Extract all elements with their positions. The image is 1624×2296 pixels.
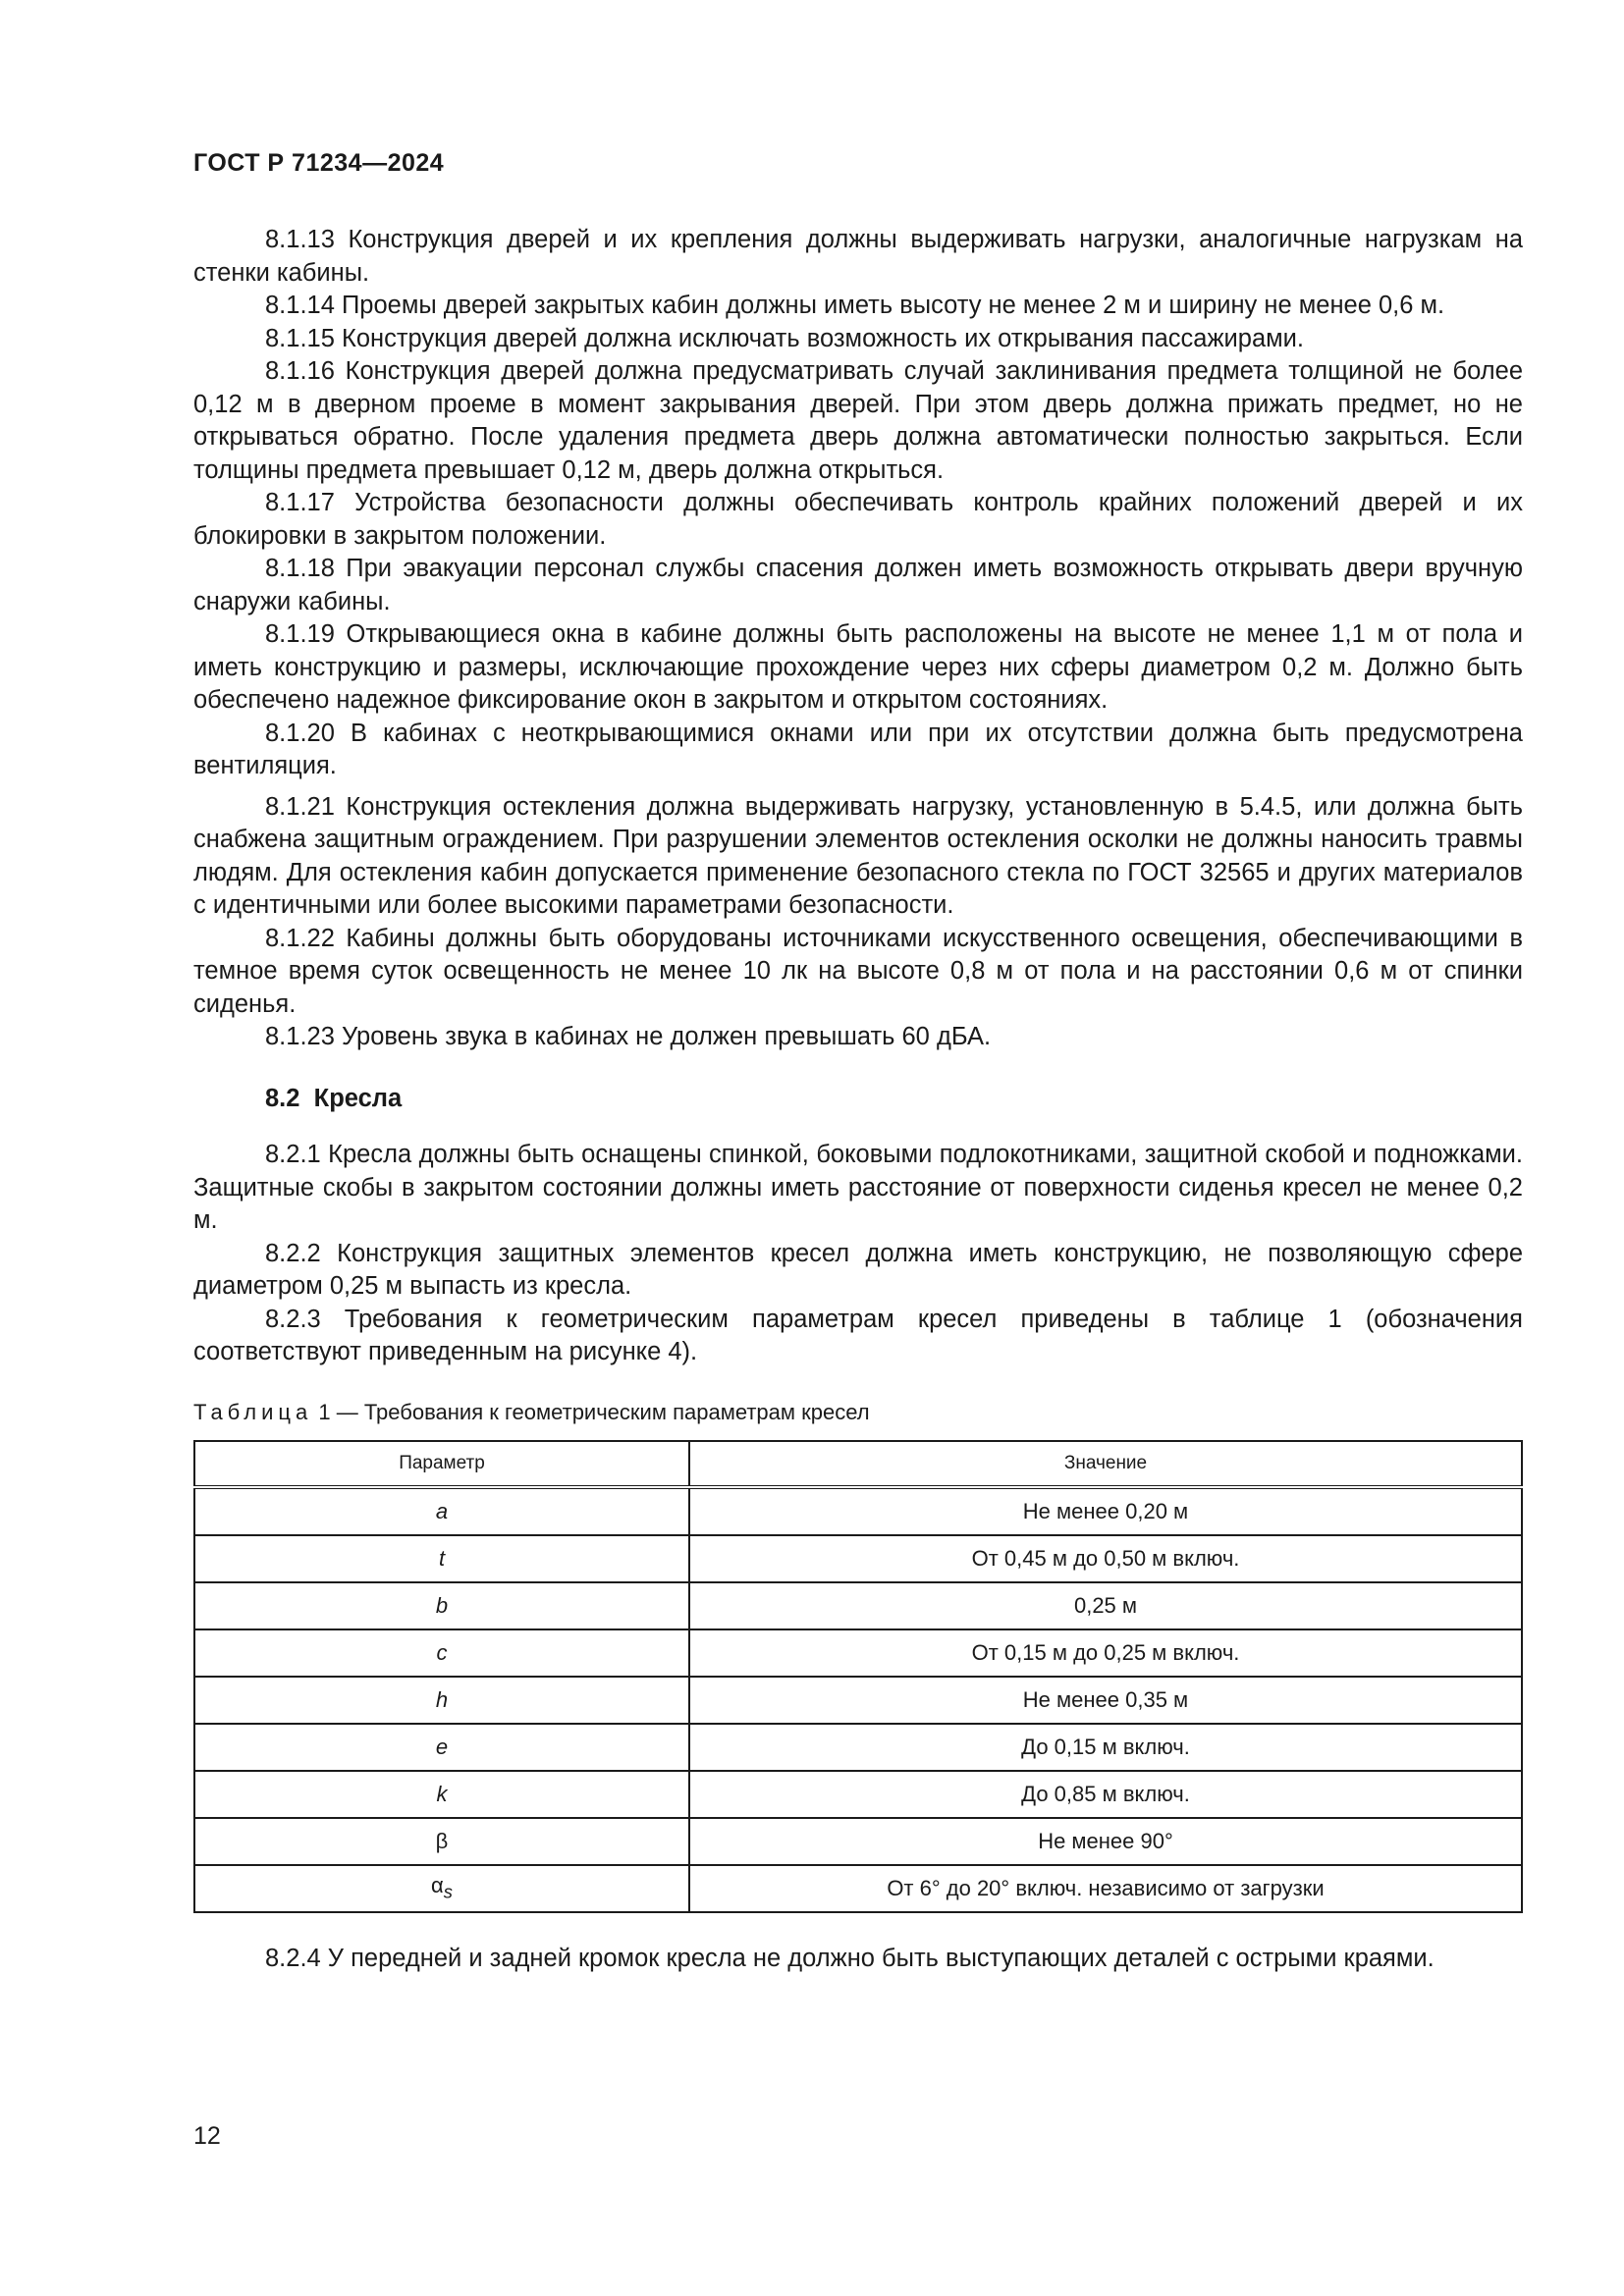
value-cell: До 0,15 м включ.: [689, 1724, 1522, 1771]
paragraph-8-1-21: 8.1.21 Конструкция остекления должна выдерживать нагрузку, установленную в 5.4.5, или должна быть снабжена защитным ограждением. При разрушении элементов остекления осколки не должны наносить травмы людям. Для остекления кабин допускается применение безопасного стекла по ГОСТ 32565 и других материалов с идентичными или более высокими параметрами безопасности.: [193, 792, 1523, 919]
value-cell: Не менее 0,20 м: [689, 1487, 1522, 1535]
parameters-table: [193, 1440, 1523, 1913]
table-row: [194, 1724, 1522, 1771]
paragraph-8-1-18: 8.1.18 При эвакуации персонал службы спасения должен иметь возможность открывать двери вручную снаружи кабины.: [193, 555, 1523, 615]
paragraph-8-1-17: 8.1.17 Устройства безопасности должны обеспечивать контроль крайних положений дверей и их блокировки в закрытом положении.: [193, 489, 1523, 550]
column-header-value: Значение: [689, 1441, 1522, 1487]
parameter-symbol: α: [431, 1872, 444, 1897]
value-cell: До 0,85 м включ.: [689, 1771, 1522, 1818]
table-caption-title: 1 — Требования к геометрическим параметрам кресел: [312, 1399, 870, 1424]
paragraph-8-2-4: 8.2.4 У передней и задней кромок кресла не должно быть выступающих деталей с острыми краями.: [265, 1944, 1435, 1972]
table-caption-word: Таблица: [193, 1399, 313, 1424]
table-row: [194, 1487, 1522, 1535]
document-body: [193, 224, 1523, 1975]
value-cell: От 0,15 м до 0,25 м включ.: [689, 1629, 1522, 1677]
paragraph-8-1-20: 8.1.20 В кабинах с неоткрывающимися окнами или при их отсутствии должна быть предусмотрена вентиляция.: [193, 719, 1523, 779]
column-header-parameter: Параметр: [194, 1441, 689, 1487]
paragraph-8-1-14: 8.1.14 Проемы дверей закрытых кабин должны иметь высоту не менее 2 м и ширину не менее 0,6 м.: [265, 292, 1445, 319]
table-header-row: [194, 1441, 1522, 1487]
parameter-cell: e: [194, 1724, 689, 1771]
section-heading: [265, 1083, 1523, 1116]
parameter-cell: c: [194, 1629, 689, 1677]
table-row: [194, 1582, 1522, 1629]
value-cell: Не менее 0,35 м: [689, 1677, 1522, 1724]
table-caption: [193, 1399, 1523, 1426]
table-row: [194, 1865, 1522, 1912]
value-cell: От 6° до 20° включ. независимо от загрузки: [689, 1865, 1522, 1912]
parameter-cell: β: [194, 1818, 689, 1865]
paragraph-8-1-22: 8.1.22 Кабины должны быть оборудованы источниками искусственного освещения, обеспечивающими в темное время суток освещенность не менее 10 лк на высоте 0,8 м от пола и на расстоянии 0,6 м от спинки сиденья.: [193, 924, 1523, 1018]
parameter-cell: b: [194, 1582, 689, 1629]
paragraph-8-2-2: 8.2.2 Конструкция защитных элементов кресел должна иметь конструкцию, не позволяющую сфере диаметром 0,25 м выпасть из кресла.: [193, 1239, 1523, 1300]
section-number: 8.2: [265, 1084, 300, 1112]
paragraph-8-1-16: 8.1.16 Конструкция дверей должна предусматривать случай заклинивания предмета толщиной не более 0,12 м в дверном проеме в момент закрывания дверей. При этом дверь должна прижать предмет, но не открываться обратно. После удаления предмета дверь должна автоматически полностью закрыться. Если толщины предмета превышает 0,12 м, дверь должна открыться.: [193, 357, 1523, 484]
value-cell: 0,25 м: [689, 1582, 1522, 1629]
parameter-cell: h: [194, 1677, 689, 1724]
document-header: ГОСТ Р 71234—2024: [193, 149, 445, 177]
parameter-subscript: s: [443, 1880, 453, 1901]
paragraph-8-1-15: 8.1.15 Конструкция дверей должна исключать возможность их открывания пассажирами.: [265, 324, 1305, 352]
paragraph-8-2-1: 8.2.1 Кресла должны быть оснащены спинкой, боковыми подлокотниками, защитной скобой и подножками. Защитные скобы в закрытом состоянии должны иметь расстояние от поверхности сиденья кресел не менее 0,2 м.: [193, 1141, 1523, 1234]
table-row: [194, 1629, 1522, 1677]
paragraph-8-2-3: 8.2.3 Требования к геометрическим параметрам кресел приведены в таблице 1 (обозначения соответствуют приведенным на рисунке 4).: [193, 1305, 1523, 1365]
parameter-cell: t: [194, 1535, 689, 1582]
value-cell: Не менее 90°: [689, 1818, 1522, 1865]
section-title: Кресла: [313, 1084, 403, 1112]
table-row: [194, 1771, 1522, 1818]
paragraph-8-1-23: 8.1.23 Уровень звука в кабинах не должен превышать 60 дБА.: [265, 1023, 992, 1050]
page-number: 12: [193, 2122, 221, 2150]
paragraph-8-1-19: 8.1.19 Открывающиеся окна в кабине должны быть расположены на высоте не менее 1,1 м от пола и иметь конструкцию и размеры, исключающие прохождение через них сферы диаметром 0,2 м. Должно быть обеспечено надежное фиксирование окон в закрытом и открытом состояниях.: [193, 620, 1523, 714]
table-row: [194, 1677, 1522, 1724]
parameter-cell: k: [194, 1771, 689, 1818]
parameter-cell: a: [194, 1487, 689, 1535]
value-cell: От 0,45 м до 0,50 м включ.: [689, 1535, 1522, 1582]
paragraph-8-1-13: 8.1.13 Конструкция дверей и их крепления должны выдерживать нагрузки, аналогичные нагрузкам на стенки кабины.: [193, 226, 1523, 287]
table-row: [194, 1535, 1522, 1582]
parameter-cell: [194, 1865, 689, 1912]
table-row: [194, 1818, 1522, 1865]
